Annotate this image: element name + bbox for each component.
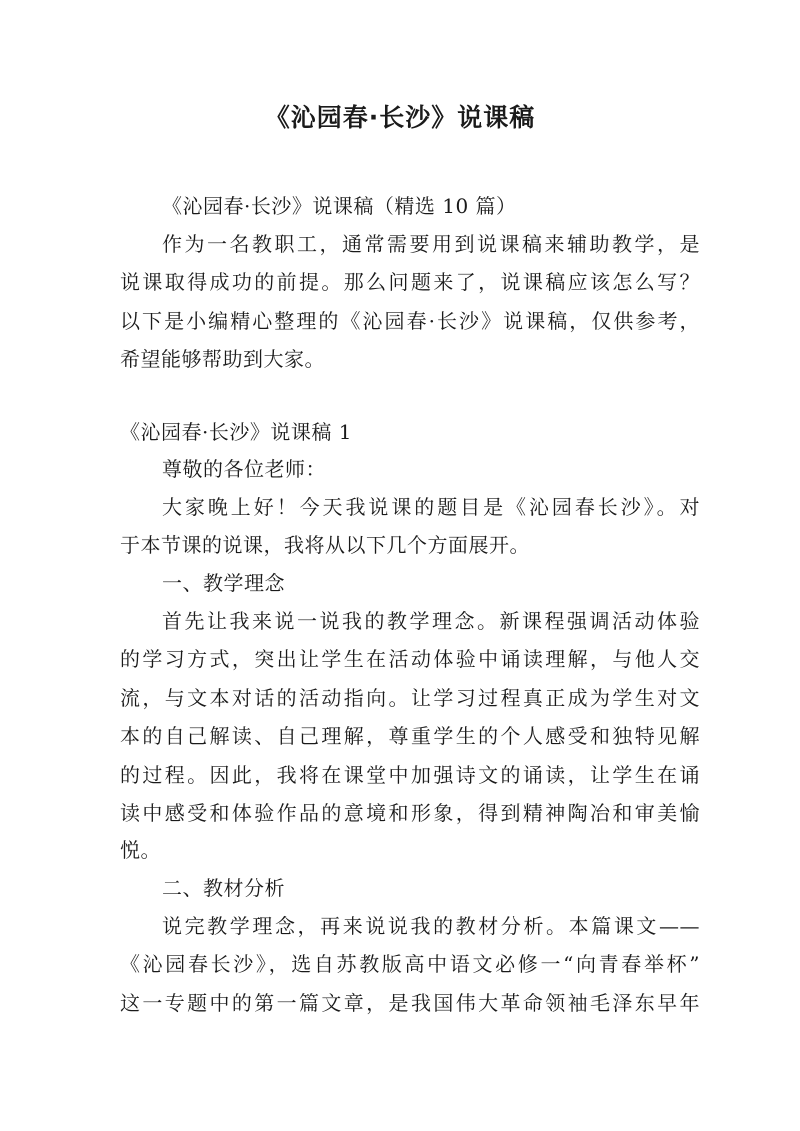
paragraph-line: 读中感受和体验作品的意境和形象，得到精神陶冶和审美愉 xyxy=(120,801,700,825)
paragraph-line: 说完教学理念，再来说说我的教材分析。本篇课文—— xyxy=(162,914,700,938)
paragraph-line: 以下是小编精心整理的《沁园春·长沙》说课稿，仅供参考， xyxy=(120,309,700,333)
document-title: 《沁园春·长沙》说课稿 xyxy=(264,103,536,132)
paragraph-line: 悦。 xyxy=(120,838,161,862)
section-heading: 《沁园春·长沙》说课稿 1 xyxy=(120,420,352,444)
paragraph-line: 大家晚上好！今天我说课的题目是《沁园春长沙》。对 xyxy=(162,495,700,519)
paragraph-line: 作为一名教职工，通常需要用到说课稿来辅助教学，是 xyxy=(162,232,700,256)
subsection-heading: 二、教材分析 xyxy=(162,876,285,900)
subtitle-line: 《沁园春·长沙》说课稿（精选 10 篇） xyxy=(162,194,517,218)
paragraph-line: 的过程。因此，我将在课堂中加强诗文的诵读，让学生在诵 xyxy=(120,763,700,787)
subsection-heading: 一、教学理念 xyxy=(162,571,285,595)
paragraph-line: 流，与文本对话的活动指向。让学习过程真正成为学生对文 xyxy=(120,686,700,710)
paragraph-line: 这一专题中的第一篇文章，是我国伟大革命领袖毛泽东早年 xyxy=(120,991,700,1015)
paragraph-line: 希望能够帮助到大家。 xyxy=(120,347,325,371)
paragraph-line: 于本节课的说课，我将从以下几个方面展开。 xyxy=(120,533,530,557)
paragraph-line: 首先让我来说一说我的教学理念。新课程强调活动体验 xyxy=(162,609,700,633)
paragraph-line: 尊敬的各位老师： xyxy=(162,457,326,481)
paragraph-line: 的学习方式，突出让学生在活动体验中诵读理解，与他人交 xyxy=(120,647,700,671)
paragraph-line: 说课取得成功的前提。那么问题来了，说课稿应该怎么写？ xyxy=(120,270,700,294)
paragraph-line: 《沁园春长沙》，选自苏教版高中语文必修一“向青春举杯” xyxy=(120,952,700,976)
paragraph-line: 本的自己解读、自己理解，尊重学生的个人感受和独特见解 xyxy=(120,724,700,748)
